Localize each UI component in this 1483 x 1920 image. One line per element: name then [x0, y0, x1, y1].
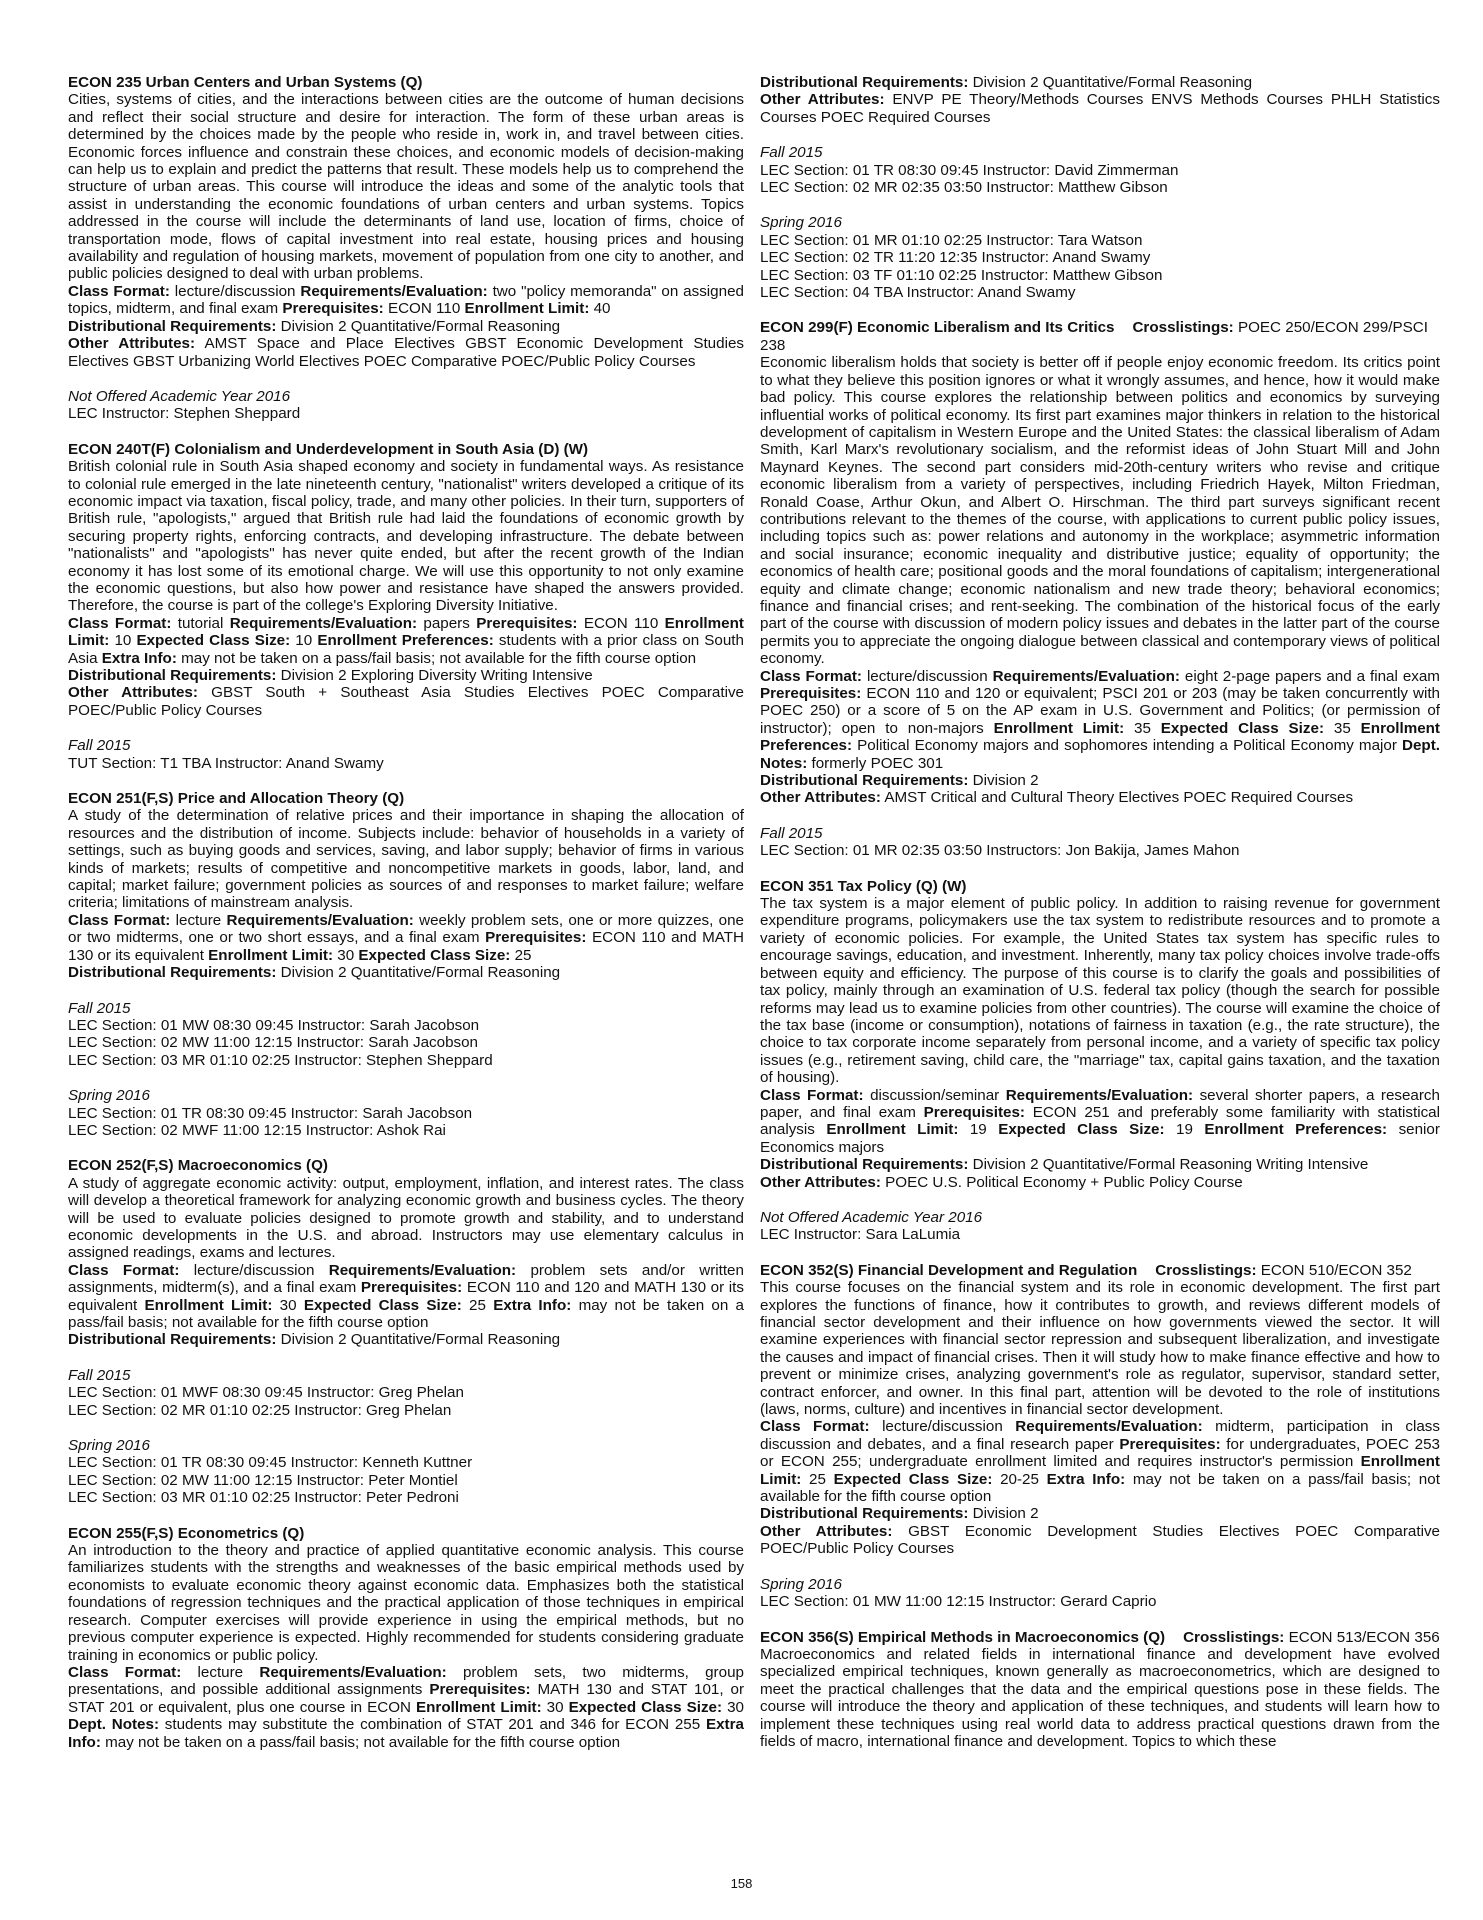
- distributional-requirements: Distributional Requirements: Division 2 Quantitative/Formal Reasoning: [68, 317, 561, 335]
- section-line: LEC Section: 02 TR 11:20 12:35 Instructor: Anand Swamy: [760, 249, 1151, 267]
- course-details: Class Format: lecture/discussion Requirements/Evaluation: two "policy memoranda" on assigned topics, midterm, and final exam Prerequisites: ECON 110 Enrollment Limit: 40: [68, 282, 744, 318]
- course-details: Class Format: lecture Requirements/Evaluation: weekly problem sets, one or more quizzes, one or two midterms, one or two short essays, and a final exam Prerequisites: ECON 110 and MATH 130 or its equivalent Enrollment Limit: 30 Expected Class Size: 25: [68, 911, 744, 964]
- course-description: Macroeconomics and related fields in international finance and development have evolved specialized empirical techniques, known generally as macroeconometrics, which are designed to meet the practical challenges that the data and the empirical questions pose in these fields. The course will introduce the theory and application of these techniques, and students will learn how to implement these techniques using real world data to address practical questions drawn from the fields of macro, international finance and development. Topics to which these: [760, 1645, 1440, 1750]
- term-name: Spring 2016: [68, 1087, 150, 1105]
- section-line: LEC Section: 02 MWF 11:00 12:15 Instructor: Ashok Rai: [68, 1121, 446, 1139]
- course-title: ECON 235 Urban Centers and Urban Systems (Q): [68, 74, 423, 91]
- course-description: British colonial rule in South Asia shaped economy and society in fundamental ways. As resistance to colonial rule emerged in the late nineteenth century, "nationalist" writers developed a critique of its economic impact via taxation, fiscal policy, trade, and many other policies. In their turn, supporters of British rule, "apologists," argued that British rule had laid the foundations of economic growth by securing property rights, enforcing contracts, and developing infrastructure. The debate between "nationalists" and "apologists" has never quite ended, but after the recent growth of the Indian economy it has lost some of its emotional charge. We will use this opportunity to not only examine the economic questions, but also how power and resistance have shaped the answers provided. Therefore, the course is part of the college's Exploring Diversity Initiative.: [68, 458, 744, 615]
- course-econ-251: [68, 790, 744, 1139]
- course-title: ECON 351 Tax Policy (Q) (W): [760, 877, 967, 895]
- other-attributes: Other Attributes: AMST Critical and Cultural Theory Electives POEC Required Courses: [760, 789, 1354, 807]
- section-line: LEC Section: 04 TBA Instructor: Anand Swamy: [760, 284, 1076, 302]
- term-block: [760, 1576, 1440, 1611]
- course-description: The tax system is a major element of public policy. In addition to raising revenue for government expenditure programs, policymakers use the tax system to redistribute resources and to promote a variety of economic policies. For example, the United States tax system has specific rules to encourage savings, education, and investment. Inherently, many tax policy choices involve trade-offs between equity and efficiency. The purpose of this course is to clarify the goals and possibilities of tax policy, mainly through an examination of U.S. federal tax policy (though the search for possible reforms may lead us to examine policies from other countries). The course will examine the choice of the tax base (income or consumption), notations of fairness in taxation (e.g., the rate structure), the choice to tax corporate income separately from personal income, and a variety of specific tax policy issues (e.g., retirement saving, child care, the "marriage" tax, capital gains taxation, and the taxation of housing).: [760, 895, 1440, 1087]
- course-details: Class Format: tutorial Requirements/Evaluation: papers Prerequisites: ECON 110 Enrollment Limit: 10 Expected Class Size: 10 Enrollment Preferences: students with a prior class on South Asia Extra Info: may not be taken on a pass/fail basis; not available for the fifth course option: [68, 614, 744, 667]
- course-title: ECON 240T(F) Colonialism and Underdevelopment in South Asia (D) (W): [68, 440, 589, 458]
- course-title: ECON 352(S) Financial Development and Regulation Crosslistings: ECON 510/ECON 352: [760, 1261, 1412, 1279]
- course-title: ECON 255(F,S) Econometrics (Q): [68, 1524, 305, 1542]
- course-description: A study of the determination of relative prices and their importance in shaping the allocation of resources and the distribution of income. Subjects include: behavior of households in a variety of settings, such as buying goods and services, saving, and labor supply; behavior of firms in various kinds of markets; results of competitive and noncompetitive markets in goods, labor, land, and capital; market failure; government policies as sources of and responses to market failure; welfare criteria; limitations of mainstream analysis.: [68, 807, 744, 912]
- term-block: [68, 1367, 744, 1419]
- course-details: Class Format: lecture/discussion Requirements/Evaluation: problem sets and/or written assignments, midterm(s), and a final exam Prerequisites: ECON 110 and 120 and MATH 130 or its equivalent Enrollment Limit: 30 Expected Class Size: 25 Extra Info: may not be taken on a pass/fail basis; not available for the fifth course option: [68, 1261, 744, 1331]
- course-title: ECON 356(S) Empirical Methods in Macroeconomics (Q) Crosslistings: ECON 513/ECON 356: [760, 1628, 1440, 1646]
- other-attributes: Other Attributes: AMST Space and Place Electives GBST Economic Development Studies Electives GBST Urbanizing World Electives POEC Comparative POEC/Public Policy Courses: [68, 335, 744, 370]
- term-block: [68, 1437, 744, 1507]
- term-block: [760, 825, 1440, 860]
- section-line: LEC Section: 01 MR 02:35 03:50 Instructors: Jon Bakija, James Mahon: [760, 842, 1240, 860]
- section-line: LEC Section: 01 MR 01:10 02:25 Instructor: Tara Watson: [760, 231, 1143, 249]
- term-block: [68, 737, 744, 772]
- section-line: LEC Section: 03 TF 01:10 02:25 Instructor: Matthew Gibson: [760, 266, 1163, 284]
- other-attributes: Other Attributes: GBST Economic Development Studies Electives POEC Comparative POEC/Public Policy Courses: [760, 1522, 1440, 1558]
- course-details: Class Format: discussion/seminar Requirements/Evaluation: several shorter papers, a research paper, and final exam Prerequisites: ECON 251 and preferably some familiarity with statistical analysis Enrollment Limit: 19 Expected Class Size: 19 Enrollment Preferences: senior Economics majors: [760, 1086, 1440, 1156]
- section-line: LEC Section: 01 TR 08:30 09:45 Instructor: David Zimmerman: [760, 161, 1179, 179]
- course-econ-255-continued: [760, 74, 1440, 301]
- term-name: Spring 2016: [760, 1575, 842, 1593]
- distributional-requirements: Distributional Requirements: Division 2: [760, 1505, 1039, 1523]
- course-econ-299: [760, 319, 1440, 859]
- term-name: Fall 2015: [760, 824, 823, 842]
- section-line: LEC Section: 01 MWF 08:30 09:45 Instructor: Greg Phelan: [68, 1384, 464, 1402]
- course-econ-255: [68, 1525, 744, 1751]
- other-attributes: Other Attributes: POEC U.S. Political Economy + Public Policy Course: [760, 1173, 1243, 1191]
- course-description: A study of aggregate economic activity: output, employment, inflation, and interest rates. The class will develop a theoretical framework for analyzing economic growth and business cycles. The theory will be used to evaluate policies designed to promote growth and stability, and to understand economic developments in the U.S. and abroad. Instructors may use elementary calculus in assigned readings, exams and lectures.: [68, 1174, 744, 1262]
- section-line: LEC Instructor: Sara LaLumia: [760, 1226, 961, 1244]
- term-block: [760, 144, 1440, 196]
- course-description: Economic liberalism holds that society is better off if people enjoy economic freedom. Its critics point to what they believe this position ignores or what it wrongly assumes, and hence, how it would make bad policy. This course explores the relationship between politics and economics by surveying influential works of political economy. Its first part examines major thinkers in relation to the historical development of capitalism in Western Europe and the United States: the classical liberalism of Adam Smith, Karl Marx's revolutionary socialism, and the reformist ideas of John Stuart Mill and John Maynard Keynes. The second part considers mid-20th-century writers who revise and critique economic liberalism from a variety of perspectives, including Friedrich Hayek, Milton Friedman, Ronald Coase, Arthur Okun, and Albert O. Hirschman. The third part surveys significant recent contributions relevant to the themes of the course, with applications to current public policy issues, including topics such as: power relations and autonomy in the workplace; asymmetric information and social insurance; economic inequality and distributive justice; equality of opportunity; the economics of health care; positional goods and the moral foundations of capitalism; intergenerational equity and climate change; economic nationalism and new trade theory; behavioral economics; finance and financial crises; and rent-seeking. The combination of the historical focus of the early part of the course with discussion of modern policy issues and debates in the latter part of the course permits you to appreciate the ongoing dialogue between classical and contemporary views of political economy.: [760, 354, 1440, 668]
- term-block: [68, 1087, 744, 1139]
- distributional-requirements: Distributional Requirements: Division 2: [760, 772, 1039, 790]
- left-column: [68, 74, 744, 1769]
- page-number: 158: [730, 1876, 753, 1891]
- course-description: This course focuses on the financial system and its role in economic development. The first part explores the functions of finance, how it contributes to growth, and reviews different models of financial sector development and their influence on how governments viewed the sector. It will examine experiences with financial sector repression and subsequent liberalization, and investigate the causes and impact of financial crises. Then it will study how to make finance effective and how to prevent or minimize crises, analyzing government's role as regulator, supervisor, standard setter, contract enforcer, and owner. In this final part, attention will be devoted to the role of institutions (laws, norms, culture) and incentives in financial sector development.: [760, 1279, 1440, 1419]
- section-line: LEC Section: 03 MR 01:10 02:25 Instructor: Stephen Sheppard: [68, 1051, 493, 1069]
- term-name: Fall 2015: [68, 999, 131, 1017]
- distributional-requirements: Distributional Requirements: Division 2 Quantitative/Formal Reasoning: [68, 964, 561, 982]
- section-line: LEC Section: 02 MW 11:00 12:15 Instructor: Sarah Jacobson: [68, 1034, 479, 1052]
- distributional-requirements: Distributional Requirements: Division 2 Quantitative/Formal Reasoning: [760, 74, 1253, 91]
- course-details: Class Format: lecture Requirements/Evaluation: problem sets, two midterms, group presentations, and possible additional assignments Prerequisites: MATH 130 and STAT 101, or STAT 201 or equivalent, plus one course in ECON Enrollment Limit: 30 Expected Class Size: 30 Dept. Notes: students may substitute the combination of STAT 201 and 346 for ECON 255 Extra Info: may not be taken on a pass/fail basis; not available for the fifth course option: [68, 1663, 744, 1751]
- course-title: ECON 299(F) Economic Liberalism and Its Critics Crosslistings: POEC 250/ECON 299/PSCI 238: [760, 319, 1428, 354]
- term-block: [760, 214, 1440, 301]
- course-description: An introduction to the theory and practice of applied quantitative economic analysis. This course familiarizes students with the strengths and weaknesses of the basic empirical methods used by economists to evaluate economic theory against economic data. Emphasizes both the statistical foundations of regression techniques and the practical application of those techniques in empirical research. Computer exercises will provide experience in using the empirical methods, but no previous computer experience is expected. Highly recommended for students considering graduate training in economics or public policy.: [68, 1542, 744, 1664]
- section-line: LEC Section: 01 TR 08:30 09:45 Instructor: Kenneth Kuttner: [68, 1454, 473, 1472]
- course-econ-351: [760, 878, 1440, 1244]
- section-line: LEC Section: 01 MW 11:00 12:15 Instructor: Gerard Caprio: [760, 1593, 1157, 1611]
- section-line: LEC Section: 02 MR 01:10 02:25 Instructor: Greg Phelan: [68, 1401, 452, 1419]
- course-econ-352: [760, 1262, 1440, 1611]
- term-name: Fall 2015: [760, 144, 823, 162]
- term-name: Spring 2016: [760, 214, 842, 232]
- section-line: TUT Section: T1 TBA Instructor: Anand Swamy: [68, 754, 384, 772]
- course-details: Class Format: lecture/discussion Requirements/Evaluation: midterm, participation in class discussion and debates, and a final research paper Prerequisites: for undergraduates, POEC 253 or ECON 255; undergraduate enrollment limited and requires instructor's permission Enrollment Limit: 25 Expected Class Size: 20-25 Extra Info: may not be taken on a pass/fail basis; not available for the fifth course option: [760, 1418, 1440, 1506]
- course-title: ECON 252(F,S) Macroeconomics (Q): [68, 1157, 328, 1175]
- section-line: LEC Instructor: Stephen Sheppard: [68, 405, 301, 423]
- section-line: LEC Section: 01 MW 08:30 09:45 Instructor: Sarah Jacobson: [68, 1016, 480, 1034]
- term-name: Fall 2015: [68, 1366, 131, 1384]
- term-name: Fall 2015: [68, 737, 131, 755]
- term-name: Not Offered Academic Year 2016: [760, 1208, 983, 1226]
- term-block: [68, 1000, 744, 1070]
- section-line: LEC Section: 03 MR 01:10 02:25 Instructor: Peter Pedroni: [68, 1489, 459, 1507]
- course-econ-240t: [68, 441, 744, 772]
- distributional-requirements: Distributional Requirements: Division 2 Quantitative/Formal Reasoning: [68, 1331, 561, 1349]
- section-line: LEC Section: 02 MR 02:35 03:50 Instructor: Matthew Gibson: [760, 179, 1168, 197]
- other-attributes: Other Attributes: GBST South + Southeast Asia Studies Electives POEC Comparative POEC/Public Policy Courses: [68, 684, 744, 719]
- course-title: ECON 251(F,S) Price and Allocation Theory (Q): [68, 790, 405, 808]
- right-column: [760, 74, 1440, 1768]
- other-attributes: Other Attributes: ENVP PE Theory/Methods Courses ENVS Methods Courses PHLH Statistics Courses POEC Required Courses: [760, 91, 1440, 126]
- course-econ-235: [68, 74, 744, 423]
- course-description: Cities, systems of cities, and the interactions between cities are the outcome of human decisions and reflect their social structure and desire for interaction. The form of these urban areas is determined by the choices made by the people who reside in, work in, and travel between cities. Economic forces influence and constrain these choices, and economic models of decision-making can help us to explain and predict the patterns that result. These models help us to comprehend the structure of urban areas. This course will introduce the ideas and some of the analytic tools that assist in understanding the economic foundations of urban centers and urban systems. Topics addressed in the course will include the determinants of land use, location of firms, choice of transportation mode, flows of capital investment into real estate, housing prices and housing availability and regulation of housing markets, movement of population from one city to another, and public policies designed to deal with urban problems.: [68, 91, 744, 283]
- distributional-requirements: Distributional Requirements: Division 2 Exploring Diversity Writing Intensive: [68, 667, 593, 684]
- course-econ-356: [760, 1629, 1440, 1751]
- term-block: [68, 388, 744, 423]
- term-name: Not Offered Academic Year 2016: [68, 387, 291, 405]
- term-block: [760, 1209, 1440, 1244]
- section-line: LEC Section: 01 TR 08:30 09:45 Instructor: Sarah Jacobson: [68, 1104, 473, 1122]
- term-name: Spring 2016: [68, 1437, 150, 1455]
- distributional-requirements: Distributional Requirements: Division 2 Quantitative/Formal Reasoning Writing Intensive: [760, 1156, 1369, 1174]
- course-details: Class Format: lecture/discussion Requirements/Evaluation: eight 2-page papers and a final exam Prerequisites: ECON 110 and 120 or equivalent; PSCI 201 or 203 (may be taken concurrently with POEC 250) or a score of 5 on the AP exam in U.S. Government and Politics; (or permission of instructor); open to non-majors Enrollment Limit: 35 Expected Class Size: 35 Enrollment Preferences: Political Economy majors and sophomores intending a Political Economy major Dept. Notes: formerly POEC 301: [760, 667, 1440, 772]
- section-line: LEC Section: 02 MW 11:00 12:15 Instructor: Peter Montiel: [68, 1471, 458, 1489]
- course-econ-252: [68, 1157, 744, 1506]
